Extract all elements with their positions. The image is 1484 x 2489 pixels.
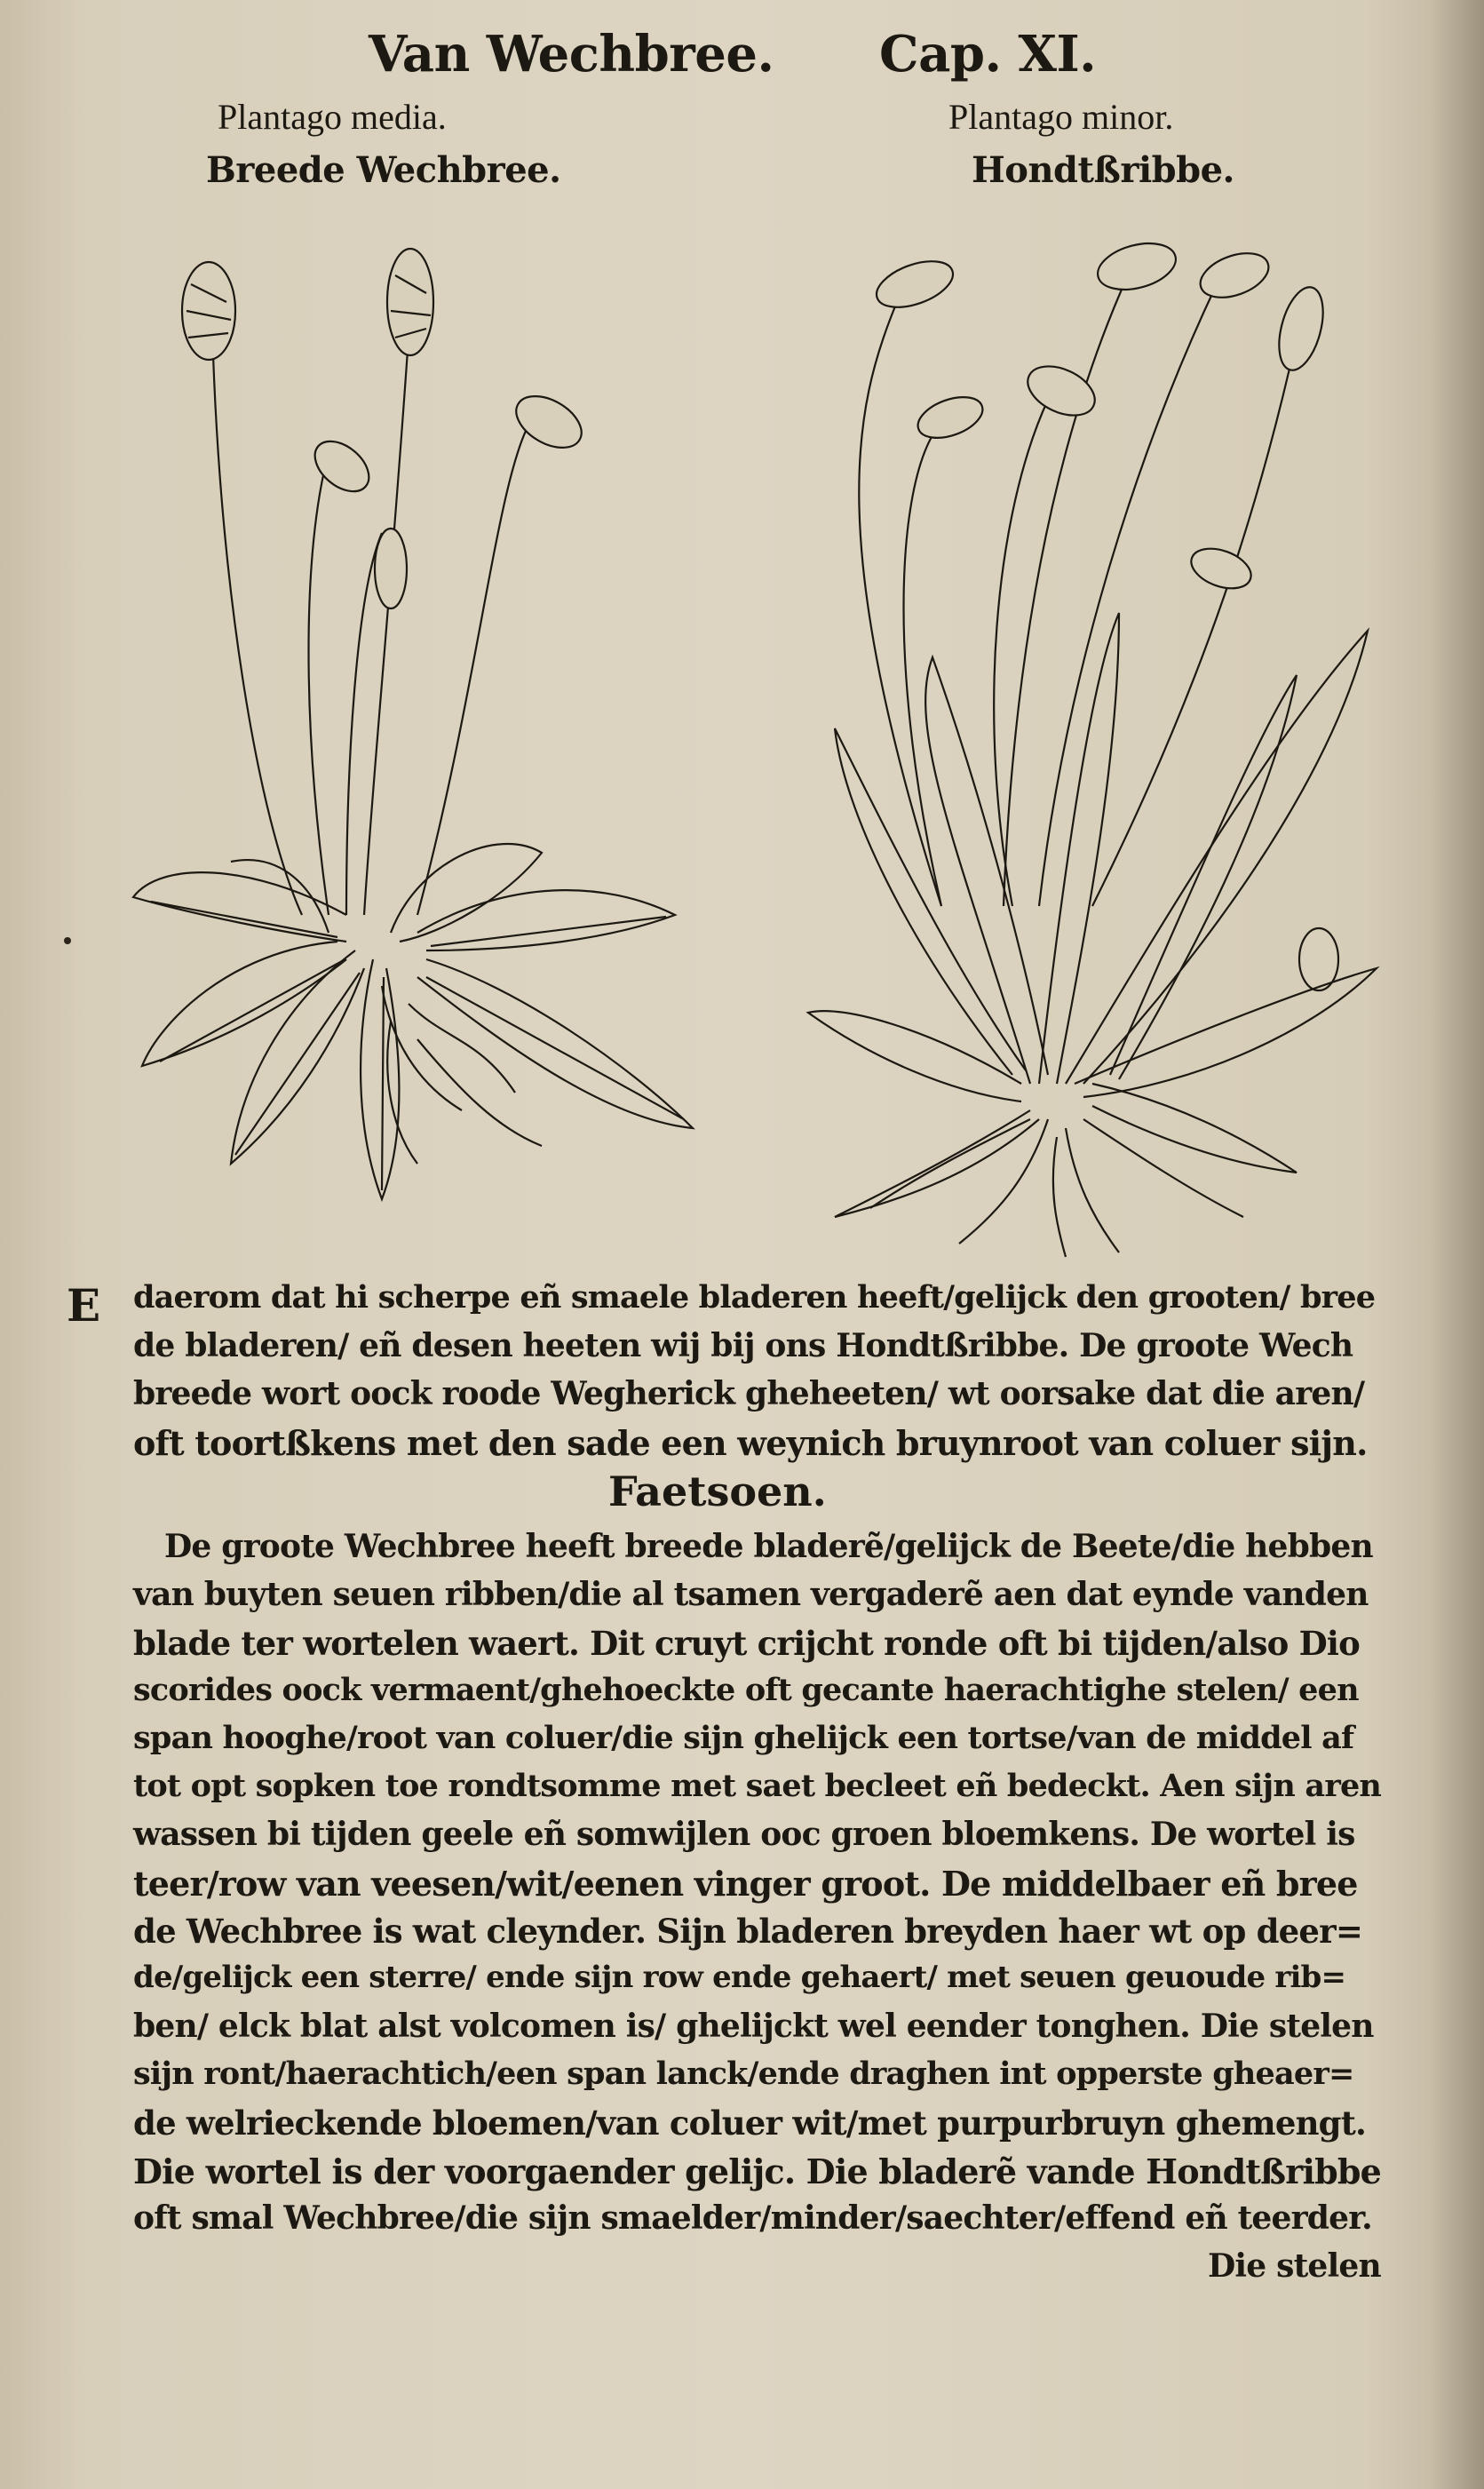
body-line: scorides oock vermaent/ghehoeckte oft gecante haerachtighe stelen/ een <box>133 1672 1359 1708</box>
body-line: oft smal Wechbree/die sijn smaelder/minder/saechter/effend eñ teerder. <box>133 2199 1372 2237</box>
body-line: span hooghe/root van coluer/die sijn ghelijck een tortse/van de middel af <box>133 1720 1354 1756</box>
page-gutter-shadow <box>1431 0 1484 2489</box>
body-line: wassen bi tijden geele eñ somwijlen ooc groen bloemkens. De wortel is <box>133 1816 1355 1853</box>
plantago-media-woodcut <box>124 240 710 1226</box>
body-line: ben/ elck blat alst volcomen is/ ghelijckt wel eender tonghen. Die stelen <box>133 2008 1374 2045</box>
body-line: oft toortßkens met den sade een weynich bruynroot van coluer sijn. <box>133 1423 1368 1463</box>
ink-speck <box>64 937 71 944</box>
section-heading: Faetsoen. <box>608 1467 827 1515</box>
body-line: blade ter wortelen waert. Dit cruyt crijcht ronde oft bi tijden/also Dio <box>133 1624 1361 1663</box>
body-line: Die wortel is der voorgaender gelijc. Die bladerẽ vande Hondtßribbe <box>133 2151 1382 2191</box>
body-line: de welrieckende bloemen/van coluer wit/met purpurbruyn ghemengt. <box>133 2103 1367 2143</box>
figure-right-latin-name: Plantago minor. <box>948 97 1174 137</box>
body-line: de/gelijck een sterre/ ende sijn row ende gehaert/ met seuen geuoude rib= <box>133 1960 1346 1995</box>
figure-left-latin-name: Plantago media. <box>218 97 447 137</box>
chapter-number: Cap. XI. <box>879 25 1097 83</box>
body-line: de Wechbree is wat cleynder. Sijn bladeren breyden haer wt op deer= <box>133 1912 1363 1951</box>
catchword: Die stelen <box>1208 2247 1381 2285</box>
body-line: teer/row van veesen/wit/eenen vinger groot. De middelbaer eñ bree <box>133 1864 1358 1904</box>
figure-left-vernacular-name: Breede Wechbree. <box>206 149 561 191</box>
body-line: daerom dat hi scherpe eñ smaele bladeren heeft/gelijck den grooten/ bree <box>133 1279 1376 1316</box>
body-line: van buyten seuen ribben/die al tsamen vergaderẽ aen dat eynde vanden <box>133 1576 1369 1613</box>
body-line: de bladeren/ eñ desen heeten wij bij ons Hondtßribbe. De groote Wech <box>133 1327 1353 1364</box>
body-line: sijn ront/haerachtich/een span lanck/ende draghen int opperste gheaer= <box>133 2056 1354 2092</box>
body-line: tot opt sopken toe rondtsomme met saet becleet eñ bedeckt. Aen sijn aren <box>133 1768 1382 1804</box>
body-line: De groote Wechbree heeft breede bladerẽ/gelijck de Beete/die hebben <box>164 1528 1373 1565</box>
body-line: breede wort oock roode Wegherick gheheeten/ wt oorsake dat die aren/ <box>133 1375 1365 1412</box>
plantago-minor-woodcut <box>799 231 1385 1261</box>
running-head-title: Van Wechbree. <box>369 25 774 83</box>
figure-right-vernacular-name: Hondtßribbe. <box>972 149 1234 191</box>
initial-letter: E <box>67 1279 101 1332</box>
